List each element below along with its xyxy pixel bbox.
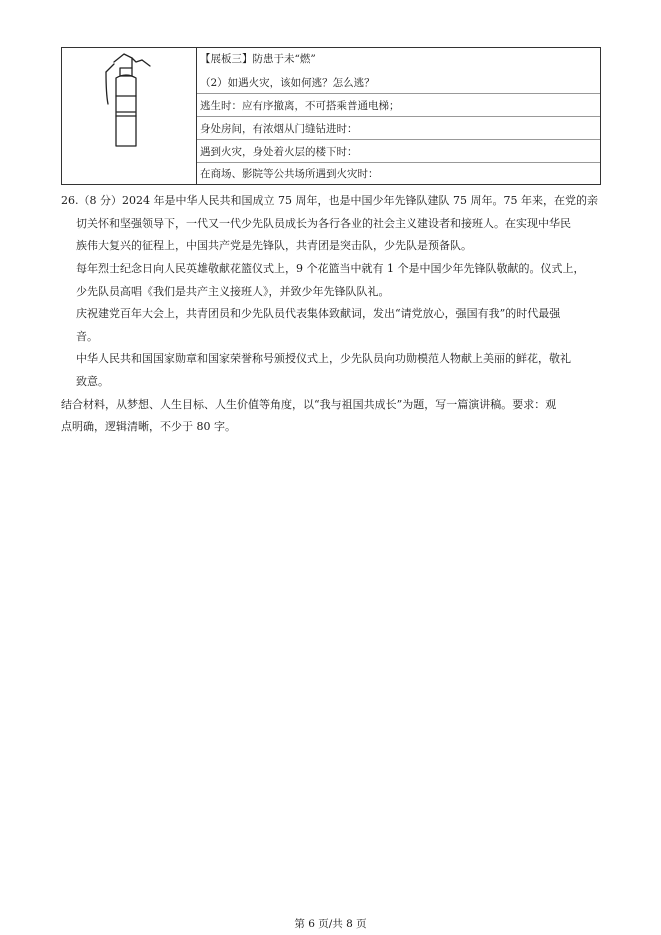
board-title: 【展板三】防患于未“燃” [200,53,316,65]
row-divider [197,116,600,117]
question-26-line: 26.（8 分）2024 年是中华人民共和国成立 75 周年，也是中国少年先锋队建队 75 周年。75 年来，在党的亲 [61,194,598,207]
row-divider [197,93,600,94]
question-26-line: 结合材料，从梦想、人生目标、人生价值等角度，以“我与祖国共成长”为题，写一篇演讲稿。要求：观 [61,398,557,411]
board-row: 逃生时：应有序撤离，不可搭乘普通电梯； [200,100,400,112]
board-row: 身处房间，有浓烟从门缝钻进时： [200,123,358,135]
question-26-line: 每年烈士纪念日向人民英雄敬献花篮仪式上，9 个花篮当中就有 1 个是中国少年先锋队敬献的。仪式上， [76,262,585,275]
question-26-line: 音。 [76,330,98,343]
question-26-line: 点明确，逻辑清晰，不少于 80 字。 [61,420,236,433]
question-26-line: 切关怀和坚强领导下，一代又一代少先队员成长为各行各业的社会主义建设者和接班人。在实现中华民 [76,217,571,230]
board-question: （2）如遇火灾，该如何逃？怎么逃？ [200,77,375,89]
board-row: 遇到火灾，身处着火层的楼下时： [200,146,358,158]
board-row: 在商场、影院等公共场所遇到火灾时： [200,168,379,180]
question-26-line: 中华人民共和国国家勋章和国家荣誉称号颁授仪式上，少先队员向功勋模范人物献上美丽的鲜花，敬礼 [76,352,571,365]
question-26-line: 少先队员高唱《我们是共产主义接班人》，并致少年先锋队队礼。 [76,285,390,298]
question-26-line: 庆祝建党百年大会上，共青团员和少先队员代表集体致献词，发出“请党放心，强国有我”的时代最强 [76,307,561,320]
question-26-line: 族伟大复兴的征程上，中国共产党是先锋队，共青团是突击队，少先队是预备队。 [76,239,472,252]
row-divider [197,162,600,163]
row-divider [197,139,600,140]
question-26-line: 致意。 [76,375,109,388]
page-number: 第 6 页/共 8 页 [294,918,367,930]
fire-extinguisher-icon [96,52,160,150]
